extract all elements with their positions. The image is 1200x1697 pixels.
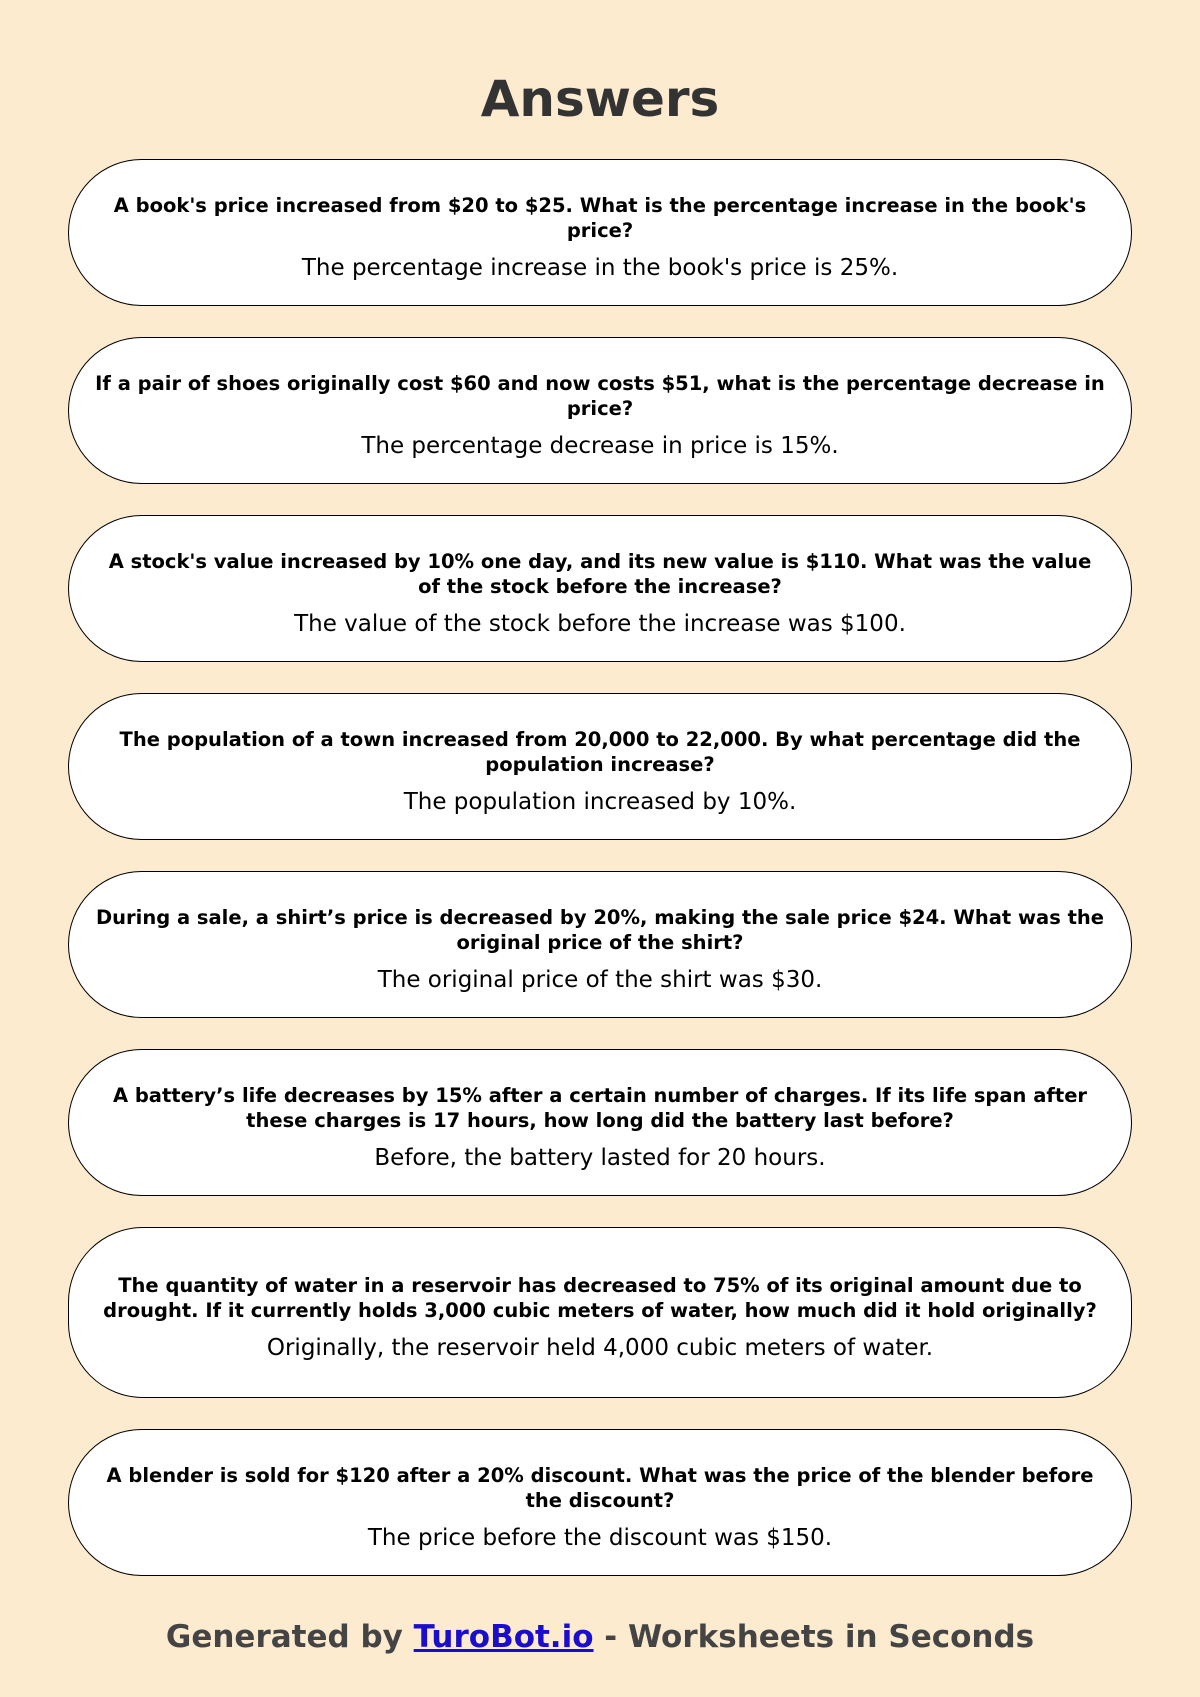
answer-card (68, 1227, 1132, 1398)
answer-card (68, 693, 1132, 840)
answer-text: The population increased by 10%. (403, 788, 797, 815)
footer (0, 1617, 1200, 1657)
question-text: If a pair of shoes originally cost $60 and now costs $51, what is the percentage decrease in price? (95, 371, 1105, 420)
footer-prefix: Generated by (165, 1619, 414, 1655)
answer-text: The value of the stock before the increase was $100. (294, 610, 906, 637)
page-title: Answers (480, 70, 720, 128)
answer-card (68, 159, 1132, 306)
footer-suffix: - Worksheets in Seconds (593, 1619, 1035, 1655)
question-text: During a sale, a shirt’s price is decreased by 20%, making the sale price $24. What was the original price of the shirt? (95, 905, 1105, 954)
question-text: The quantity of water in a reservoir has decreased to 75% of its original amount due to drought. If it currently holds 3,000 cubic meters of water, how much did it hold originally? (103, 1273, 1097, 1322)
question-text: A blender is sold for $120 after a 20% discount. What was the price of the blender before the discount? (106, 1463, 1094, 1512)
answer-card (68, 515, 1132, 662)
answer-list (68, 159, 1132, 1576)
answer-card (68, 1049, 1132, 1196)
question-text: A book's price increased from $20 to $25. What is the percentage increase in the book's price? (113, 193, 1087, 242)
answer-text: Before, the battery lasted for 20 hours. (374, 1144, 826, 1171)
question-text: A battery’s life decreases by 15% after a certain number of charges. If its life span after these charges is 17 hours, how long did the battery last before? (112, 1083, 1088, 1132)
answer-card (68, 1429, 1132, 1576)
question-text: The population of a town increased from 20,000 to 22,000. By what percentage did the population increase? (119, 727, 1081, 776)
answer-text: The original price of the shirt was $30. (377, 966, 823, 993)
turobot-link[interactable]: TuroBot.io (413, 1619, 594, 1655)
answer-text: The percentage increase in the book's price is 25%. (301, 254, 899, 281)
answer-text: The percentage decrease in price is 15%. (361, 432, 839, 459)
answer-text: The price before the discount was $150. (367, 1524, 833, 1551)
answer-card (68, 337, 1132, 484)
answer-text: Originally, the reservoir held 4,000 cubic meters of water. (266, 1334, 934, 1361)
answer-card (68, 871, 1132, 1018)
question-text: A stock's value increased by 10% one day, and its new value is $110. What was the value of the stock before the increase? (108, 549, 1092, 598)
